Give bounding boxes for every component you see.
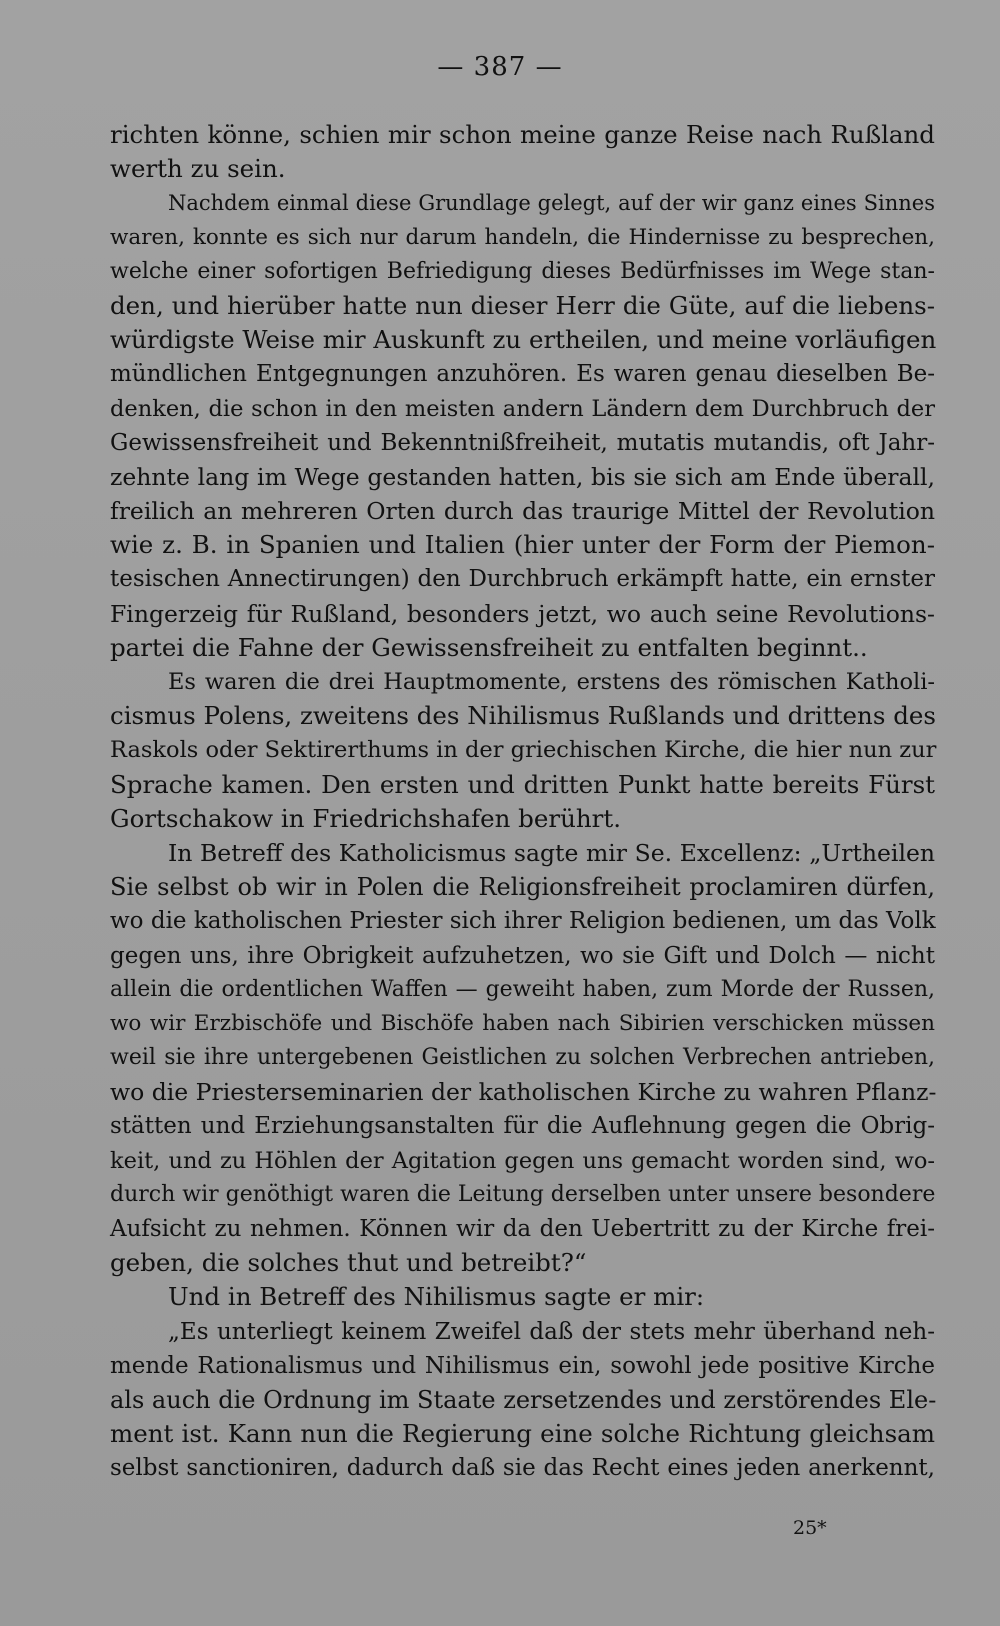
text-line: weil sie ihre untergebenen Geistlichen zu solchen Verbrechen antrieben,: [110, 1045, 935, 1071]
text-line: gegen uns, ihre Obrigkeit aufzuhetzen, wo sie Gift und Dolch — nicht: [110, 942, 935, 969]
text-line: durch wir genöthigt waren die Leitung derselben unter unsere besondere: [110, 1181, 936, 1207]
page-number: — 387 —: [437, 52, 563, 82]
text-line: freilich an mehreren Orten durch das traurige Mittel der Revolution: [110, 497, 935, 526]
signature-mark: 25*: [793, 1517, 827, 1539]
text-line: Nachdem einmal diese Grundlage gelegt, auf der wir ganz eines Sinnes: [168, 191, 935, 216]
text-line: als auch die Ordnung im Staate zersetzendes und zerstörendes Ele-: [110, 1385, 937, 1414]
text-line: mende Rationalismus und Nihilismus ein, sowohl jede positive Kirche: [110, 1352, 935, 1379]
text-line: partei die Fahne der Gewissensfreiheit zu entfalten beginnt..: [110, 632, 868, 662]
text-line: „Es unterliegt keinem Zweifel daß der stets mehr überhand neh-: [168, 1318, 935, 1345]
text-line: waren, konnte es sich nur darum handeln, die Hindernisse zu besprechen,: [110, 224, 935, 250]
text-line: Gortschakow in Friedrichshafen berührt.: [110, 803, 621, 833]
text-line: würdigste Weise mir Auskunft zu ertheilen, und meine vorläufigen: [110, 325, 937, 355]
text-line: selbst sanctioniren, dadurch daß sie das Recht eines jeden anerkennt,: [110, 1455, 935, 1482]
text-line: zehnte lang im Wege gestanden hatten, bis sie sich am Ende überall,: [110, 462, 935, 491]
text-line: den, und hierüber hatte nun dieser Herr die Güte, auf die liebens-: [110, 290, 935, 320]
text-line: cismus Polens, zweitens des Nihilismus Rußlands und drittens des: [110, 701, 936, 731]
text-line: Aufsicht zu nehmen. Können wir da den Uebertritt zu der Kirche frei-: [110, 1216, 935, 1242]
text-line: Fingerzeig für Rußland, besonders jetzt, wo auch seine Revolutions-: [110, 599, 935, 628]
text-line: wo die Priesterseminarien der katholischen Kirche zu wahren Pflanz-: [110, 1078, 937, 1107]
text-line: Gewissensfreiheit und Bekenntnißfreiheit, mutatis mutandis, oft Jahr-: [110, 429, 935, 456]
text-line: richten könne, schien mir schon meine ganze Reise nach Rußland: [110, 120, 935, 149]
text-line: Und in Betreff des Nihilismus sagte er mir:: [168, 1282, 705, 1312]
text-line: geben, die solches thut und betreibt?“: [110, 1248, 587, 1278]
text-line: wo wir Erzbischöfe und Bischöfe haben nach Sibirien verschicken müssen: [110, 1010, 935, 1036]
text-line: allein die ordentlichen Waffen — geweiht haben, zum Morde der Russen,: [110, 976, 935, 1002]
text-line: denken, die schon in den meisten andern Ländern dem Durchbruch der: [110, 395, 935, 422]
text-line: wie z. B. in Spanien und Italien (hier unter der Form der Piemon-: [110, 530, 935, 560]
text-line: ment ist. Kann nun die Regierung eine solche Richtung gleichsam: [110, 1419, 935, 1449]
text-line: wo die katholischen Priester sich ihrer Religion bedienen, um das Volk: [110, 908, 936, 935]
text-line: Raskols oder Sektirerthums in der griechischen Kirche, die hier nun zur: [110, 737, 937, 764]
text-line: Es waren die drei Hauptmomente, erstens des römischen Katholi-: [168, 669, 935, 695]
text-line: Sprache kamen. Den ersten und dritten Punkt hatte bereits Fürst: [110, 769, 935, 799]
text-line: werth zu sein.: [110, 154, 286, 184]
body-text: [110, 118, 935, 1486]
text-line: Sie selbst ob wir in Polen die Religionsfreiheit proclamiren dürfen,: [110, 873, 935, 902]
text-line: keit, und zu Höhlen der Agitation gegen uns gemacht worden sind, wo-: [110, 1147, 935, 1174]
text-line: In Betreff des Katholicismus sagte mir Se. Excellenz: „Urtheilen: [168, 838, 935, 867]
text-line: mündlichen Entgegnungen anzuhören. Es waren genau dieselben Be-: [110, 361, 935, 388]
text-line: stätten und Erziehungsanstalten für die Auflehnung gegen die Obrig-: [110, 1113, 935, 1140]
text-line: welche einer sofortigen Befriedigung dieses Bedürfnisses im Wege stan-: [110, 258, 935, 284]
text-line: tesischen Annectirungen) den Durchbruch erkämpft hatte, ein ernster: [110, 566, 935, 593]
